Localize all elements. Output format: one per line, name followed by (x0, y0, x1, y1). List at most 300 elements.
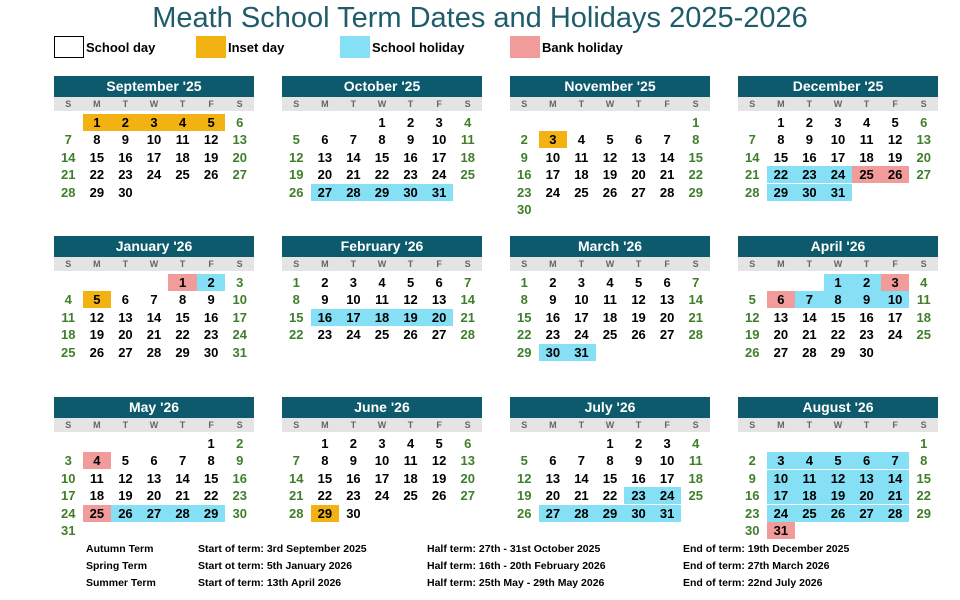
day-cell: 29 (830, 344, 846, 360)
day-cell: 12 (824, 470, 853, 487)
day-cell: 31 (824, 184, 853, 201)
day-cell: 8 (207, 453, 215, 469)
weekday-label: S (65, 99, 72, 109)
day-cell: 7 (692, 275, 700, 290)
day-cell: 6 (549, 453, 557, 469)
day-cell: 18 (403, 470, 418, 486)
day-cell: 14 (146, 309, 162, 325)
day-cell: 19 (203, 149, 219, 165)
day-cell: 19 (431, 470, 447, 486)
day-cell: 31 (232, 344, 247, 360)
day-cell: 8 (920, 453, 928, 469)
day-cell: 19 (396, 309, 425, 326)
day-cell: 5 (634, 275, 643, 290)
day-cell: 10 (374, 453, 390, 469)
day-cell: 10 (881, 291, 910, 308)
weekday-header (54, 418, 254, 432)
day-cell: 15 (175, 309, 190, 325)
day-cell: 11 (175, 132, 190, 148)
day-cell: 5 (824, 452, 853, 469)
day-cell: 13 (460, 453, 475, 469)
day-cell: 17 (232, 309, 247, 325)
weekday-header (54, 257, 254, 271)
day-cell: 7 (64, 132, 72, 148)
day-cell: 6 (767, 291, 796, 308)
term-end: End of term: 19th December 2025 (683, 543, 850, 555)
day-cell: 20 (631, 167, 646, 183)
day-cell: 2 (406, 115, 415, 130)
month-calendar (282, 76, 482, 213)
weekday-label: F (892, 259, 898, 269)
weekday-label: S (464, 259, 471, 269)
day-cell: 7 (150, 292, 158, 308)
day-cell: 28 (745, 184, 760, 200)
legend-swatch (54, 36, 84, 58)
weekday-label: F (436, 99, 442, 109)
weekday-label: S (749, 259, 756, 269)
day-cell: 17 (767, 487, 796, 504)
weekday-label: T (179, 99, 186, 109)
day-cell: 6 (634, 132, 643, 148)
day-cell: 6 (464, 436, 472, 451)
day-cell: 9 (748, 470, 756, 486)
day-cell: 31 (567, 344, 596, 361)
day-cell: 12 (118, 470, 133, 486)
weekday-header (282, 418, 482, 432)
day-cell: 18 (688, 470, 703, 486)
day-cell: 10 (830, 132, 846, 148)
month-calendar (282, 236, 482, 373)
day-cell: 4 (920, 275, 928, 290)
legend-label: Inset day (228, 39, 285, 55)
day-cell: 2 (520, 132, 528, 148)
weekday-label: T (407, 259, 414, 269)
term-half: Half term: 25th May - 29th May 2026 (427, 577, 605, 589)
day-cell: 4 (64, 292, 72, 308)
day-cell: 1 (692, 115, 700, 130)
day-cell: 24 (824, 166, 853, 183)
day-cell: 15 (602, 470, 618, 486)
month-title: December '25 (738, 76, 938, 97)
day-cell: 27 (631, 184, 646, 200)
weekday-label: S (749, 99, 756, 109)
day-cell: 21 (574, 488, 589, 504)
day-cell: 24 (545, 184, 561, 200)
day-cell: 27 (916, 167, 931, 183)
legend-school-day (54, 36, 155, 58)
day-cell: 10 (767, 470, 796, 487)
day-cell: 14 (688, 292, 703, 308)
month-calendar (510, 76, 710, 217)
month-title: April '26 (738, 236, 938, 257)
weekday-label: T (350, 259, 357, 269)
day-cell: 19 (631, 309, 646, 325)
day-cell: 26 (403, 327, 418, 343)
day-cell: 30 (795, 184, 824, 201)
weekday-header (510, 97, 710, 111)
term-end: End of term: 27th March 2026 (683, 560, 830, 572)
day-cell: 7 (464, 275, 472, 290)
day-cell: 1 (378, 115, 386, 130)
day-cell: 20 (118, 327, 133, 343)
day-cell: 9 (634, 453, 643, 469)
day-cell: 19 (517, 488, 532, 504)
day-cell: 2 (805, 115, 814, 130)
day-cell: 5 (520, 453, 528, 469)
day-cell: 19 (824, 487, 853, 504)
weekday-label: W (149, 420, 159, 430)
month-calendar (510, 397, 710, 534)
day-cell: 9 (236, 453, 244, 469)
day-cell: 29 (688, 184, 703, 200)
weekday-label: S (521, 259, 528, 269)
day-cell: 18 (61, 327, 76, 343)
day-cell: 30 (539, 344, 568, 361)
term-half: Half term: 27th - 31st October 2025 (427, 543, 601, 555)
day-cell: 27 (118, 344, 133, 360)
day-cell: 31 (653, 505, 682, 522)
day-cell: 12 (517, 470, 532, 486)
day-cell: 26 (203, 167, 219, 183)
weekday-header (282, 257, 482, 271)
weekday-label: S (293, 420, 300, 430)
month-title: August '26 (738, 397, 938, 418)
day-cell: 27 (140, 505, 169, 522)
day-cell: 12 (203, 132, 219, 148)
day-cell: 12 (403, 292, 418, 308)
month-calendar (738, 236, 938, 373)
day-cell: 24 (346, 327, 361, 343)
day-cell: 4 (862, 115, 871, 130)
weekday-label: F (892, 99, 898, 109)
weekday-label: W (377, 99, 387, 109)
day-cell: 23 (624, 487, 653, 504)
day-cell: 10 (232, 292, 247, 308)
day-cell: 18 (795, 487, 824, 504)
month-calendar (54, 76, 254, 213)
month-title: July '26 (510, 397, 710, 418)
weekday-label: T (179, 420, 186, 430)
day-cell: 3 (435, 115, 443, 130)
day-cell: 17 (887, 309, 903, 325)
day-cell: 23 (232, 488, 247, 504)
day-cell: 30 (517, 202, 532, 217)
day-cell: 21 (146, 327, 162, 343)
day-cell: 30 (745, 523, 760, 538)
day-cell: 8 (777, 132, 785, 148)
day-cell: 27 (431, 327, 447, 343)
day-cell: 8 (93, 132, 101, 148)
day-cell: 1 (168, 274, 197, 291)
day-cell: 12 (631, 292, 646, 308)
weekday-header (54, 97, 254, 111)
day-cell: 26 (745, 344, 760, 360)
day-cell: 6 (150, 453, 158, 469)
day-cell: 29 (767, 184, 796, 201)
day-cell: 26 (881, 166, 910, 183)
day-cell: 4 (464, 115, 472, 130)
day-cell: 2 (748, 453, 756, 469)
day-cell: 9 (321, 292, 329, 308)
weekday-label: M (93, 99, 101, 109)
weekday-label: T (407, 420, 414, 430)
weekday-label: S (692, 420, 699, 430)
day-cell: 22 (374, 167, 390, 183)
day-cell: 23 (203, 327, 219, 343)
weekday-label: S (920, 99, 927, 109)
weekday-label: W (833, 99, 843, 109)
day-cell: 18 (916, 309, 931, 325)
day-cell: 18 (89, 488, 105, 504)
day-cell: 11 (89, 470, 104, 486)
day-cell: 10 (346, 292, 361, 308)
day-cell: 15 (773, 149, 789, 165)
day-cell: 29 (175, 344, 190, 360)
day-cell: 28 (460, 327, 475, 343)
weekday-label: S (464, 99, 471, 109)
day-cell: 8 (321, 453, 329, 469)
day-cell: 30 (624, 505, 653, 522)
month-calendar (282, 397, 482, 534)
day-cell: 22 (830, 327, 846, 343)
weekday-label: S (692, 99, 699, 109)
legend-inset-day (196, 36, 284, 58)
day-cell: 5 (121, 453, 130, 469)
day-cell: 7 (881, 452, 910, 469)
day-cell: 10 (545, 149, 561, 165)
day-cell: 29 (368, 184, 397, 201)
weekday-label: T (578, 259, 585, 269)
weekday-label: T (635, 99, 642, 109)
day-cell: 23 (795, 166, 824, 183)
day-grid (282, 111, 482, 213)
day-cell: 8 (178, 292, 187, 308)
day-cell: 10 (659, 453, 675, 469)
day-cell: 6 (321, 132, 329, 148)
day-cell: 27 (311, 184, 340, 201)
day-cell: 30 (859, 344, 874, 360)
day-cell: 25 (403, 488, 418, 504)
day-cell: 9 (520, 149, 528, 165)
day-cell: 21 (175, 488, 190, 504)
day-cell: 16 (118, 149, 133, 165)
day-cell: 14 (881, 470, 910, 487)
day-cell: 20 (916, 149, 931, 165)
day-cell: 31 (425, 184, 454, 201)
day-cell: 6 (663, 275, 671, 290)
day-cell: 12 (887, 132, 903, 148)
weekday-label: T (806, 99, 813, 109)
day-cell: 4 (168, 114, 197, 131)
day-cell: 20 (146, 488, 162, 504)
weekday-label: W (605, 259, 615, 269)
day-cell: 2 (549, 275, 557, 290)
day-grid (510, 432, 710, 534)
day-cell: 7 (795, 291, 824, 308)
day-cell: 21 (659, 167, 675, 183)
day-cell: 1 (606, 436, 614, 451)
day-cell: 25 (574, 184, 589, 200)
day-cell: 24 (232, 327, 247, 343)
day-cell: 8 (520, 292, 528, 308)
month-calendar (510, 236, 710, 373)
day-cell: 24 (653, 487, 682, 504)
weekday-label: M (549, 420, 557, 430)
day-cell: 4 (577, 132, 586, 148)
day-grid (54, 432, 254, 538)
day-grid (54, 271, 254, 373)
day-cell: 15 (830, 309, 846, 325)
day-cell: 17 (545, 167, 561, 183)
day-cell: 2 (236, 436, 244, 451)
day-cell: 27 (773, 344, 789, 360)
day-cell: 11 (574, 149, 589, 165)
day-cell: 4 (406, 436, 415, 451)
day-cell: 21 (346, 167, 361, 183)
legend-label: Bank holiday (542, 39, 623, 55)
day-cell: 15 (203, 470, 219, 486)
term-name: Spring Term (86, 560, 148, 572)
day-cell: 17 (659, 470, 675, 486)
day-cell: 26 (602, 184, 618, 200)
day-cell: 11 (403, 453, 418, 469)
day-cell: 31 (61, 523, 76, 538)
day-cell: 21 (688, 309, 703, 325)
legend-swatch (196, 36, 226, 58)
legend-swatch (340, 36, 370, 58)
weekday-label: F (664, 420, 670, 430)
day-cell: 20 (317, 167, 333, 183)
day-cell: 1 (207, 436, 215, 451)
day-cell: 27 (232, 167, 247, 183)
weekday-label: T (122, 99, 129, 109)
weekday-label: S (521, 99, 528, 109)
day-cell: 25 (795, 505, 824, 522)
weekday-label: M (93, 259, 101, 269)
weekday-header (510, 257, 710, 271)
day-cell: 22 (767, 166, 796, 183)
weekday-label: W (149, 99, 159, 109)
day-cell: 1 (83, 114, 112, 131)
day-cell: 24 (574, 327, 589, 343)
day-cell: 15 (89, 149, 105, 165)
day-cell: 12 (289, 149, 304, 165)
page-title: Meath School Term Dates and Holidays 2025-2026 (152, 2, 808, 34)
weekday-label: T (863, 420, 870, 430)
weekday-label: F (208, 259, 214, 269)
day-cell: 23 (118, 167, 133, 183)
day-cell: 4 (692, 436, 700, 451)
day-cell: 3 (577, 275, 586, 290)
day-cell: 2 (852, 274, 881, 291)
day-grid (54, 111, 254, 213)
day-cell: 28 (289, 505, 304, 521)
day-cell: 13 (631, 149, 646, 165)
day-cell: 22 (602, 488, 618, 504)
day-cell: 9 (207, 292, 215, 308)
day-cell: 2 (321, 275, 329, 290)
day-cell: 3 (539, 131, 568, 148)
day-cell: 23 (517, 184, 532, 200)
day-cell: 25 (460, 167, 475, 183)
day-cell: 25 (374, 327, 390, 343)
day-cell: 31 (767, 522, 796, 539)
day-cell: 30 (346, 505, 361, 521)
day-cell: 19 (887, 149, 903, 165)
day-cell: 26 (824, 505, 853, 522)
day-cell: 11 (688, 453, 703, 469)
weekday-header (510, 418, 710, 432)
day-cell: 8 (824, 291, 853, 308)
weekday-label: T (863, 99, 870, 109)
weekday-label: W (833, 259, 843, 269)
day-cell: 1 (777, 115, 785, 130)
day-cell: 26 (517, 505, 532, 521)
weekday-label: F (208, 99, 214, 109)
day-cell: 22 (517, 327, 532, 343)
day-grid (738, 111, 938, 213)
day-cell: 11 (916, 292, 931, 308)
weekday-label: W (377, 259, 387, 269)
term-start: Start ot term: 5th January 2026 (198, 560, 353, 572)
day-cell: 23 (403, 167, 418, 183)
day-cell: 21 (881, 487, 910, 504)
weekday-label: F (436, 420, 442, 430)
day-cell: 5 (83, 291, 112, 308)
day-cell: 1 (824, 274, 853, 291)
day-cell: 18 (574, 167, 589, 183)
day-cell: 7 (663, 132, 671, 148)
day-cell: 4 (378, 275, 386, 290)
day-cell: 15 (916, 470, 931, 486)
day-cell: 17 (146, 149, 162, 165)
day-cell: 3 (881, 274, 910, 291)
day-cell: 28 (146, 344, 162, 360)
weekday-label: M (549, 259, 557, 269)
weekday-label: S (464, 420, 471, 430)
weekday-label: F (436, 259, 442, 269)
day-cell: 25 (688, 488, 703, 504)
term-name: Summer Term (86, 577, 156, 589)
day-cell: 20 (232, 149, 247, 165)
day-cell: 25 (916, 327, 931, 343)
day-cell: 2 (634, 436, 643, 451)
day-cell: 10 (61, 470, 76, 486)
day-cell: 7 (349, 132, 358, 148)
weekday-label: W (377, 420, 387, 430)
day-cell: 26 (89, 344, 105, 360)
month-title: January '26 (54, 236, 254, 257)
day-cell: 17 (574, 309, 589, 325)
legend-school-holiday (340, 36, 464, 58)
weekday-label: S (920, 420, 927, 430)
weekday-label: M (777, 99, 785, 109)
day-cell: 1 (920, 436, 928, 451)
day-cell: 3 (834, 115, 842, 130)
weekday-label: M (321, 99, 329, 109)
month-calendar (54, 236, 254, 373)
weekday-header (738, 97, 938, 111)
day-cell: 29 (517, 344, 532, 360)
day-cell: 8 (378, 132, 386, 148)
day-cell: 17 (339, 309, 368, 326)
day-cell: 19 (118, 488, 133, 504)
day-cell: 4 (606, 275, 614, 290)
day-cell: 3 (349, 275, 358, 290)
weekday-label: S (293, 259, 300, 269)
term-start: Start of term: 13th April 2026 (198, 577, 342, 589)
day-cell: 28 (881, 505, 910, 522)
